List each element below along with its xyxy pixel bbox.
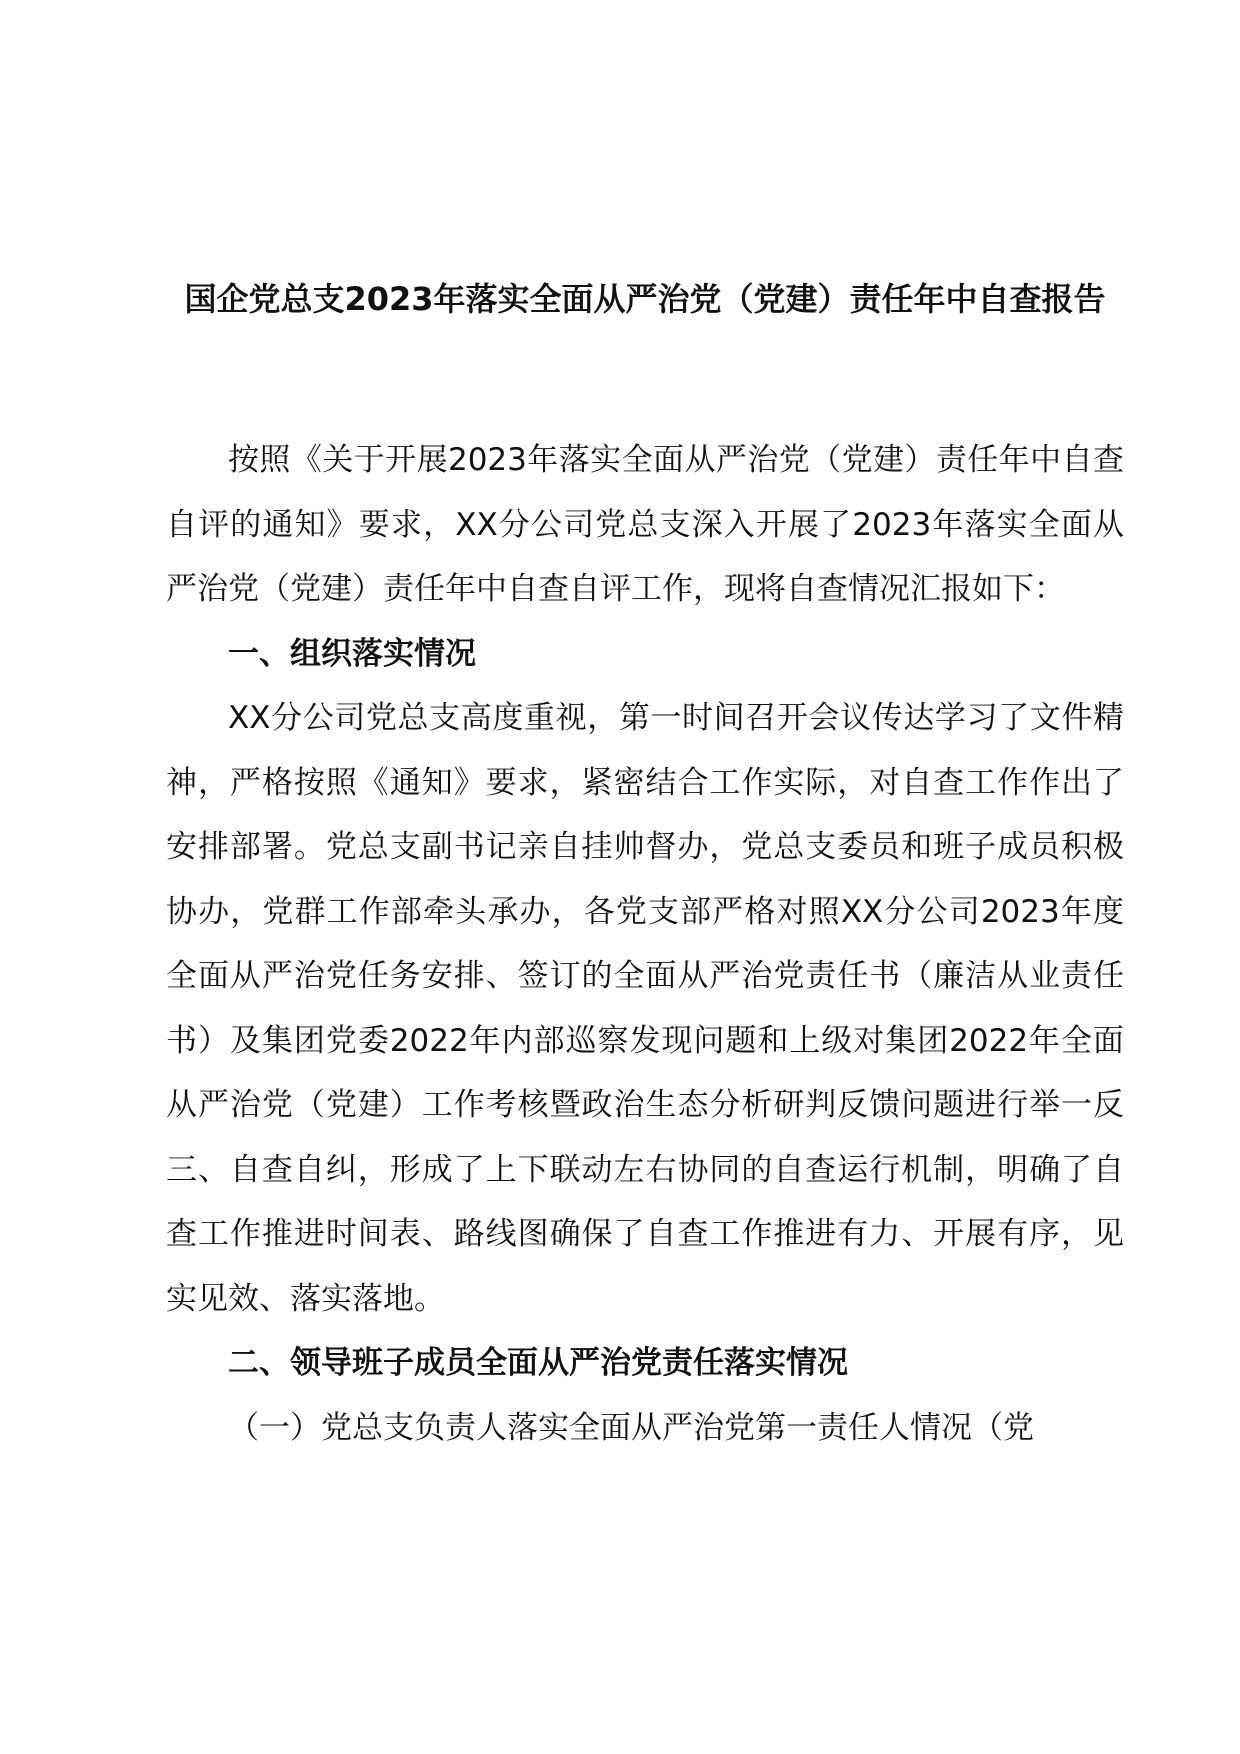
intro-paragraph: 按照《关于开展2023年落实全面从严治党（党建）责任年中自查自评的通知》要求，XX分公司党总支深入开展了2023年落实全面从严治党（党建）责任年中自查自评工作，现将自查情况汇报如下： <box>166 442 1124 607</box>
section-heading-leadership: 二、领导班子成员全面从严治党责任落实情况 <box>228 1345 848 1381</box>
document-title: 国企党总支2023年落实全面从严治党（党建）责任年中自查报告 <box>184 280 1106 318</box>
document-body <box>166 428 1124 1460</box>
organization-paragraph: XX分公司党总支高度重视，第一时间召开会议传达学习了文件精神，严格按照《通知》要求，紧密结合工作实际，对自查工作作出了安排部署。党总支副书记亲自挂帅督办，党总支委员和班子成员积极协办，党群工作部牵头承办，各党支部严格对照XX分公司2023年度全面从严治党任务安排、签订的全面从严治党责任书（廉洁从业责任书）及集团党委2022年内部巡察发现问题和上级对集团2022年全面从严治党（党建）工作考核暨政治生态分析研判反馈问题进行举一反三、自查自纠，形成了上下联动左右协同的自查运行机制，明确了自查工作推进时间表、路线图确保了自查工作推进有力、开展有序，见实见效、落实落地。 <box>166 700 1124 1317</box>
subsection-paragraph: （一）党总支负责人落实全面从严治党第一责任人情况（党 <box>228 1409 1034 1446</box>
section-heading-organization: 一、组织落实情况 <box>228 635 476 672</box>
